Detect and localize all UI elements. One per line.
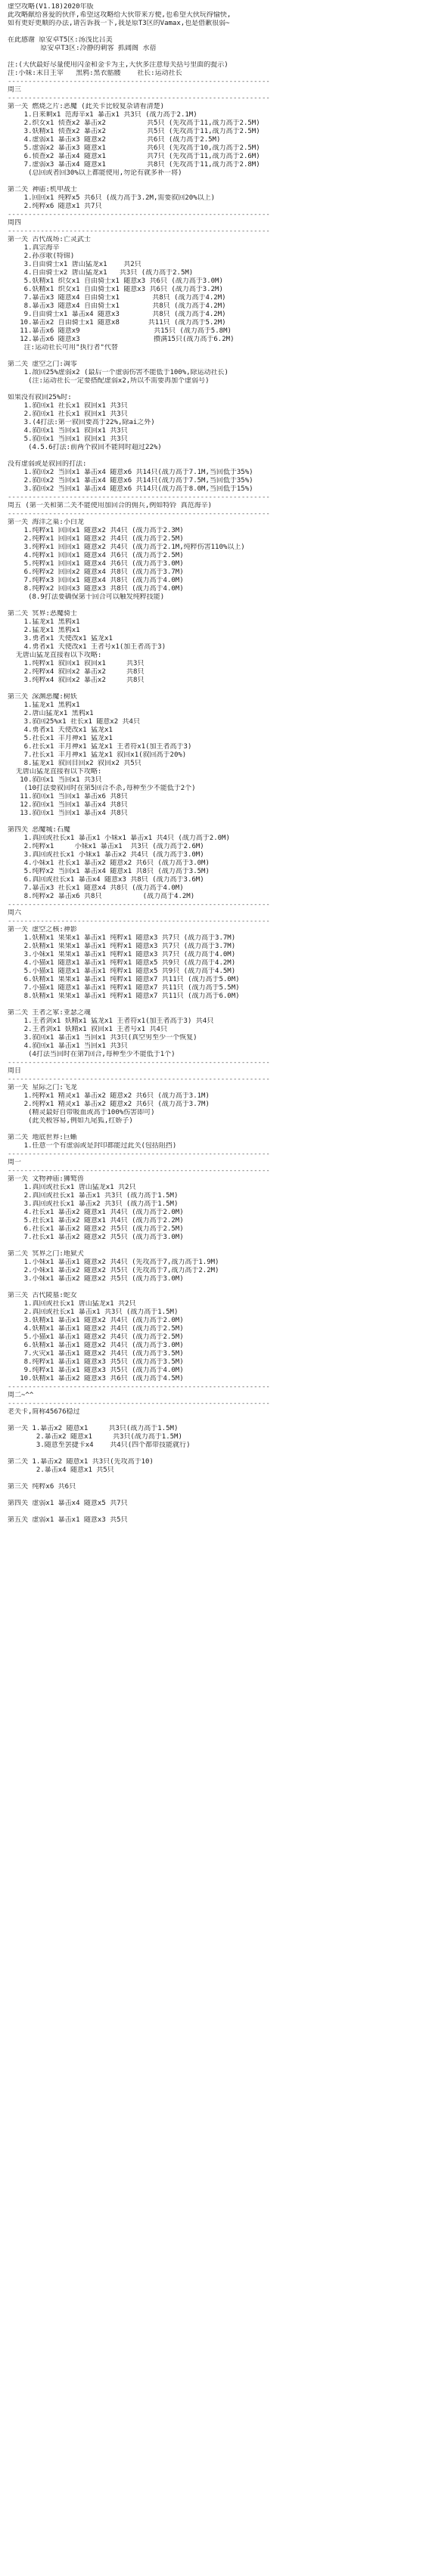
text-line: 如有更好更顺的办法,请告诉我一下,我是原T3区的Vamax,也是借歉很弱~ [8,20,230,27]
separator-line: ---------------------------------------------------------------- [8,78,270,85]
text-line: 1.纯粹x1 叙回x1 叙回x1 共3只 [8,660,145,667]
text-line: 原安卓T3区:冷静的刺客 抓阔阁 水蓓 [8,45,157,52]
text-line: 8.纯粹x2 暴击x6 共8只 (战力高于4.2M) [8,893,195,900]
blank-line [8,1001,418,1009]
text-line: 6.妖精x1 果果x1 暴击x1 纯粹x1 随意x7 共11只 (战力高于5.0M) [8,976,240,983]
text-line: (精灵最好自带吸血或高于100%伤害即可) [8,1109,155,1116]
text-line: 第一关 海洋之巢:小白龙 [8,519,84,526]
text-line: 2.纯粹x1 小妹x1 暴击x1 共3只 (战力高于2.6M) [8,843,204,850]
text-line: 3.自由骑士x1 唐山猛龙x1 共2只 [8,261,141,268]
text-line: 第一关 古代战场:亡灵武士 [8,236,91,243]
text-line: 第四关 虚弱x1 暴击x4 随意x5 共7只 [8,1500,128,1507]
blank-line [8,452,418,460]
text-line: 2.纯粹x6 随意x1 共7只 [8,203,102,210]
text-line: 周六 [8,909,22,917]
text-line: 5.纯粹x2 当回x1 暴击x4 随意x1 共8只 (战力高于3.5M) [8,868,210,875]
separator-line: ---------------------------------------------------------------- [8,1059,270,1067]
blank-line [8,1508,418,1516]
text-line: (4.5.6打法:前两个叙回不能同时超过22%) [8,444,162,451]
text-line: 3.妖精x1 暴击x1 随意x2 共4只 (战力高于2.0M) [8,1317,184,1324]
text-line: 7.小猫x1 随意x1 暴击x1 纯粹x1 随意x7 共11只 (战力高于5.5M) [8,984,240,992]
text-line: 8.纯粹x2 回回x3 随意x3 共8只 (战力高于4.0M) [8,585,184,593]
text-line: (8.9打法要确保第十回合可以触发纯粹技能) [8,593,165,601]
text-line: (总回或者回30%以上都能使用,勿论有就多补一将) [8,169,182,177]
separator-line: ---------------------------------------------------------------- [8,1167,270,1175]
text-line: 3.纯粹x1 回回x1 随意x2 共4只 (战力高于2.1M,纯粹伤害110%以上) [8,543,245,551]
text-line: 1.小妹x1 暴击x1 随意x2 共4只 (先攻高于7,战力高于1.9M) [8,1259,219,1266]
blank-line [8,385,418,394]
text-line: 第一关 1.暴击x2 随意x1 共3只(战力高于1.5M) [8,1425,179,1432]
text-line: 1.妖精x1 果果x1 暴击x1 纯粹x1 随意x3 共7只 (战力高于3.7M) [8,934,236,942]
blank-line [8,1125,418,1134]
text-line: 2.叙回x1 社长x1 叙回x1 共3只 [8,410,128,418]
text-line: 第二关 地底世界:巨蜥 [8,1134,77,1141]
text-line: 4.纯粹x1 回回x1 随意x4 共6只 (战力高于2.5M) [8,552,184,559]
text-line: (4打法当回时在第7回合,每种至少不能低于1个) [8,1051,176,1058]
text-line: 3.小妹x1 果果x1 暴击x1 纯粹x1 随意x3 共7只 (战力高于4.0M) [8,951,236,958]
text-line: 2.猛龙x1 黑鸦x1 [8,627,80,634]
text-line: 注:(大伙最好尽量使用闪金和金卡为主,大伙多注意每关括号里面的提示) [8,61,229,69]
text-line: 2.纯粹x1 回回x1 随意x2 共4只 (战力高于2.5M) [8,535,184,543]
separator-line: ---------------------------------------------------------------- [8,918,270,925]
text-line: 周五 (第一关和第二关不能使用加回合的佣兵,例如特铃 真范海辛) [8,502,213,509]
text-line: 注:小妹:末日王宰 黑鸦:黑衣骷髅 社长:运动社长 [8,70,182,77]
text-line: 2.王者剑x1 妖精x1 叙回x1 王者号x1 共4只 [8,1026,167,1033]
text-line: 1.自来剩x1 范海辛x1 暴击x1 共3只 (战力高于2.1M) [8,111,197,119]
text-line: 第二关 神庙:机甲战士 [8,186,77,194]
text-line: 1.叙回x2 当回x1 暴击x4 随意x6 共14只(战力高于7.1M,当回低于35%) [8,469,253,476]
text-line: 10.暴击x2 自由骑士x1 随意x8 共11只 (战力高于5.2M) [8,319,226,327]
text-line: 4.虚弱x1 暴击x3 随意x2 共6只 (战力高于2.5M) [8,136,221,144]
text-line: 5.虚弱x2 暴击x3 随意x1 共6只 (先攻高于10,战力高于2.5M) [8,144,260,152]
text-line: 第三关 纯粹x6 共6只 [8,1483,76,1491]
blank-line [8,352,418,361]
text-line: 没有虚弱或是叙回的打法: [8,460,87,468]
text-line: 2.暴击x2 随意x1 共3只(战力高于1.5M) [8,1433,182,1441]
text-line: 第三关 深渊恶魔:树妖 [8,693,77,701]
text-line: 6.社长x1 暴击x2 随意x2 共5只 (战力高于2.5M) [8,1225,184,1233]
text-line: 7.火灾x1 暴击x1 随意x2 共4只 (战力高于3.5M) [8,1350,184,1358]
text-line: 第五关 虚弱x1 暴击x1 随意x3 共5只 [8,1516,128,1524]
separator-line: ---------------------------------------------------------------- [8,1383,270,1391]
text-line: 2.暴击x4 随意x1 共5只 [8,1466,114,1474]
text-line: 3.小妹x1 暴击x2 随意x2 共5只 (战力高于3.0M) [8,1275,184,1283]
text-line: 2.唐山猛龙x1 黑鸦x1 [8,710,94,717]
text-line: 4.叙回x1 暴击x1 当回x1 共3只 [8,1042,128,1050]
text-line: 2.叙回x2 当回x1 暴击x4 随意x6 共14只(战力高于7.5M,当回低于35%) [8,477,253,485]
text-line: 4.小猫x1 随意x1 暴击x1 纯粹x1 随意x5 共9只 (战力高于4.2M) [8,959,236,967]
text-line: 第二关 1.暴击x2 随意x1 共3只(先攻高于10) [8,1458,154,1466]
text-line: 如果没有叙回25%时: [8,394,72,401]
text-line: 5.纯粹x1 回回x1 随意x4 共6只 (战力高于3.0M) [8,560,184,568]
text-line: 6.侦查x2 暴击x4 随意x1 共7只 (先攻高于11,战力高于2.6M) [8,153,260,160]
blank-line [8,602,418,610]
text-line: 5.小猫x1 随意x1 暴击x1 纯粹x1 随意x5 共9只 (战力高于4.5M) [8,968,236,975]
text-line: 8.妖精x1 果果x1 暴击x1 纯粹x1 随意x7 共11只 (战力高于6.0M) [8,992,240,1000]
text-line: 周一 [8,1159,22,1166]
text-line: 2.纯粹x1 精灵x1 暴击x2 随意x2 共6只 (战力高于3.7M) [8,1101,210,1108]
text-line: 8.猛龙x1 叙回目回x2 叙回x2 共5只 [8,760,141,767]
text-line: 11.暴击x6 随意x9 共15只 (战力高于5.8M) [8,327,232,335]
text-line: 6.妖精x1 织女x1 自由骑士x1 随意x3 共6只 (战力高于3.2M) [8,286,223,293]
text-line: 在此感谢 原安卓T5区:汤浅比吕美 [8,36,113,44]
text-line: 2.孙彦歌(特锦) [8,252,75,260]
separator-line: ---------------------------------------------------------------- [8,94,270,102]
blank-line [8,53,418,61]
text-line: 13.叙回x1 当回x1 暴击x4 共8只 [8,810,128,817]
text-line: 无唐山猛龙直接看以下攻略: [8,768,102,776]
text-line: 1.猛龙x1 黑鸦x1 [8,618,80,626]
text-line: 5.叙回x1 当回x1 叙回x1 共3只 [8,435,128,443]
text-line: 3.叙回25%x1 社长x1 随意x2 共4只 [8,718,140,726]
text-line: 虚空攻略(V1.18)2020年版 [8,3,94,11]
text-line: 1.真回或社长x1 暴击x1 小妹x1 暴击x1 共4只 (战力高于2.0M) [8,834,230,842]
text-line: 9.纯粹x1 暴击x1 随意x3 共5只 (战力高于4.0M) [8,1367,184,1374]
blank-line [8,28,418,36]
separator-line: ---------------------------------------------------------------- [8,494,270,501]
text-line: 3.(4打法:第一叙回要高于22%,除ai之外) [8,419,155,426]
text-line: 8.纯粹x1 暴击x1 随意x3 共5只 (战力高于3.5M) [8,1358,184,1366]
text-line: 第一关 星际之门:飞龙 [8,1084,77,1091]
text-line: 2.真回或社长x1 暴击x1 共3只 (战力高于1.5M) [8,1192,179,1200]
text-line: 周二~^^ [8,1392,34,1399]
text-line: 5.小猫x1 暴击x1 随意x2 共4只 (战力高于2.5M) [8,1333,184,1341]
text-line: 1.猛龙x1 黑鸦x1 [8,701,80,709]
text-line: 周四 [8,219,22,227]
text-line: 1.真回或社长x1 唐山猛龙x1 共2只 [8,1184,136,1191]
text-line: 4.自由骑士x2 唐山猛龙x1 共3只 (战力高于2.5M) [8,269,194,277]
separator-line: ---------------------------------------------------------------- [8,901,270,909]
text-line: 无唐山猛龙直接看以下攻略: [8,652,102,659]
text-line: 7.暴击x3 社长x1 随意x4 共8只 (战力高于4.0M) [8,884,184,892]
separator-line: ---------------------------------------------------------------- [8,228,270,235]
text-line: 周三 [8,86,22,94]
text-line: 1.真宗海辛 [8,244,60,252]
text-line: 3.叙回x2 当回x1 暴击x4 随意x6 共14只(战力高于8.0M,当回低于15%) [8,485,253,493]
text-line: 第二关 冥界:恶魔骑士 [8,610,77,618]
text-line: 2.真回或社长x1 暴击x1 共3只 (战力高于1.5M) [8,1308,179,1316]
text-line: 1.真回或社长x1 唐山猛龙x1 共2只 [8,1300,136,1308]
text-line: 10.妖精x1 暴击x2 随意x3 共6只 (战力高于4.5M) [8,1375,184,1382]
text-line: 7.暴击x3 随意x4 自由骑士x1 共8只 (战力高于4.2M) [8,294,226,302]
text-line: 10.叙回x1 当回x1 共3只 [8,776,102,784]
separator-line: ---------------------------------------------------------------- [8,211,270,218]
text-line: (注:运动社长一定要搭配虚弱x2,所以不需要再加个虚弱号) [8,377,210,385]
text-line: 3.真回或社长x1 暴击x2 共3只 (战力高于1.5M) [8,1200,179,1208]
text-line: 7.社长x1 丰月神x1 猛龙x1 叙回x1(叙回高于20%) [8,751,187,759]
text-line: 7.社长x1 暴击x2 随意x2 共5只 (战力高于3.0M) [8,1234,184,1241]
text-line: 12.暴击x6 随意x3 攒满15只(战力高于6.2M) [8,336,235,343]
text-line: 第二关 虚空之门:凋零 [8,361,77,368]
text-line: 1.回回x1 纯粹x5 共6只 (战力高于3.2M,需要叙回20%以上) [8,194,216,202]
text-line: 5.妖精x1 织女x1 自由骑士x1 随意x3 共6只 (战力高于3.0M) [8,277,223,285]
text-line: 11.叙回x1 当回x1 暴击x6 共8只 [8,793,128,800]
text-line: 3.真回或社长x1 小妹x1 暴击x2 共4只 (战力高于3.0M) [8,851,204,859]
text-line: 4.社长x1 暴击x2 随意x1 共4只 (战力高于2.0M) [8,1209,184,1216]
text-line: 1.王者剑x1 妖精x1 猛龙x1 王者符x1(加王者高于3) 共4只 [8,1017,214,1025]
blank-line [8,685,418,693]
blank-line [8,178,418,186]
text-line: 8.暴击x3 随意x4 自由骑士x1 共8只 (战力高于4.2M) [8,302,226,310]
blank-line [8,1475,418,1483]
text-line: 5.社长x1 暴击x2 随意x1 共4只 (战力高于2.2M) [8,1217,184,1225]
text-line: 4.小妹x1 社长x1 暴击x2 随意x2 共6只 (战力高于3.0M) [8,859,210,867]
text-line: 老关卡,简称45676稳过 [8,1408,80,1416]
text-line: 6.真回或社长x1 暴击x4 随意x3 共8只 (战力高于3.6M) [8,876,204,884]
separator-line: ---------------------------------------------------------------- [8,510,270,518]
text-line: 6.妖精x1 暴击x1 随意x2 共4只 (战力高于3.0M) [8,1342,184,1349]
text-line: 第一关 文物神庙:狮鹫兽 [8,1175,84,1183]
blank-line [8,1491,418,1500]
text-line: (10打法要叙回时在第5回合不杀,每种至少不能低于2个) [8,785,196,792]
text-line: 7.纯粹x3 回回x1 随意x4 共8只 (战力高于4.0M) [8,577,184,584]
text-line: (此关极容易,例如九尾狐,红娇子) [8,1117,133,1125]
text-line: 第一关 虚空之核:神影 [8,926,77,933]
text-line: 7.虚弱x3 暴击x4 随意x1 共8只 (先攻高于11,战力高于2.8M) [8,161,260,169]
text-line: 1.纯粹x1 回回x1 随意x2 共4只 (战力高于2.3M) [8,527,184,534]
text-line: 6.社长x1 丰月神x1 猛龙x1 王者符x1(加王者高于3) [8,743,192,751]
text-line: 3.随意至罢捷卡x4 共4只(四个都带技能就行) [8,1441,191,1449]
separator-line: ---------------------------------------------------------------- [8,1076,270,1083]
text-line: 第四关 恶魔城:石魔 [8,826,70,834]
text-line: 1.叙回x1 社长x1 叙回x1 共3只 [8,402,128,410]
blank-line [8,1283,418,1292]
text-line: 此攻略献给喜爱的伙伴,希望这攻略给大伙带来方便,也希望大伙玩得愉快, [8,11,232,19]
text-line: 1.纯粹x1 精灵x1 暴击x2 随意x2 共6只 (战力高于3.1M) [8,1092,210,1100]
text-line: 12.叙回x1 当回x1 暴击x4 共8只 [8,801,128,809]
text-line: 3.妖精x1 侦查x2 暴击x2 共5只 (先攻高于11,战力高于2.5M) [8,128,260,135]
blank-line [8,1242,418,1250]
text-line: 3.勇者x1 天使改x1 猛龙x1 [8,635,113,642]
text-line: 第三关 古代陵墓:蛇女 [8,1292,77,1299]
text-line: 4.妖精x1 暴击x1 随意x2 共4只 (战力高于2.5M) [8,1325,184,1333]
text-line: 2.小妹x1 暴击x2 随意x2 共5只 (先攻高于7,战力高于2.2M) [8,1267,219,1274]
text-line: 5.社长x1 丰月神x1 猛龙x1 [8,735,113,742]
text-line: 2.织女x1 侦查x2 暴击x2 共5只 (先攻高于11,战力高于2.5M) [8,119,260,127]
separator-line: ---------------------------------------------------------------- [8,1400,270,1407]
text-line: 第二关 冥界之门:地狱犬 [8,1250,84,1258]
text-line: 第二关 王者之冢:亚瑟之魂 [8,1009,91,1017]
text-line: 注:运动社长可用"执行者"代替 [8,344,118,351]
text-line: 1.敌回25%虚弱x2 (最后一个虚弱伤害不能低于100%,除运动社长) [8,369,229,376]
text-line: 1.任意一个有虚弱或是封印都能过此关(包括阻挡) [8,1142,177,1150]
text-line: 9.自由骑士x1 暴击x4 随意x3 共8只 (战力高于4.2M) [8,311,226,318]
text-line: 3.叙回x1 暴击x1 当回x1 共3只(真空男至少一个恢复) [8,1034,197,1042]
blank-line [8,818,418,826]
text-line: 第一关 燃烧之片:恶魔 (此关卡比较复杂请看清楚) [8,103,165,110]
blank-line [8,1450,418,1458]
text-line: 2.纯粹x4 叙回x2 暴击x2 共8只 [8,668,145,676]
blank-line [8,1416,418,1425]
separator-line: ---------------------------------------------------------------- [8,1150,270,1158]
text-line: 3.纯粹x4 叙回x2 暴击x2 共8只 [8,677,145,684]
text-line: 4.勇者x1 天使改x1 猛龙x1 [8,726,113,734]
text-line: 周日 [8,1067,22,1075]
text-line: 2.妖精x1 果果x1 暴击x1 纯粹x1 随意x3 共7只 (战力高于3.7M) [8,943,236,950]
text-line: 4.叙回x1 当回x1 叙回x1 共3只 [8,427,128,435]
text-line: 6.纯粹x2 回回x2 随意x4 共8只 (战力高于3.7M) [8,568,184,576]
text-line: 4.勇者x1 天使改x1 王者号x1(加王者高于3) [8,643,166,651]
